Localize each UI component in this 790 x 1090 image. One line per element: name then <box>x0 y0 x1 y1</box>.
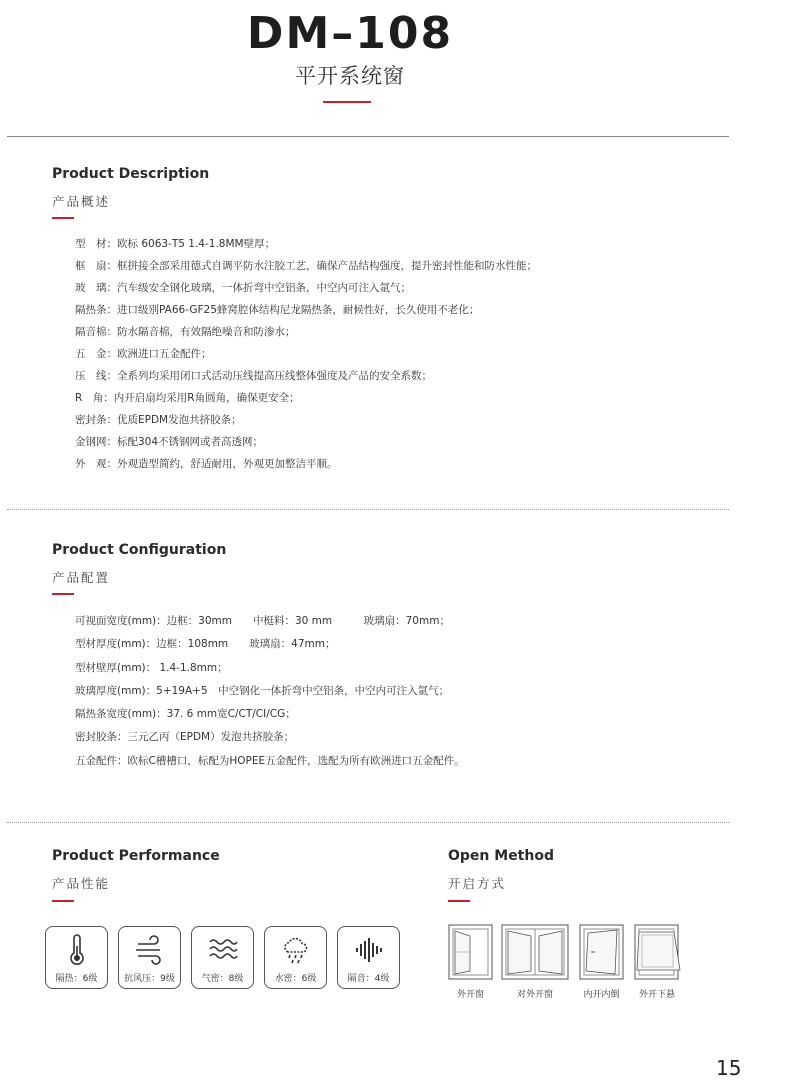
wind-icon <box>134 934 166 966</box>
description-title-cn: 产品概述 <box>52 194 111 209</box>
description-item: 玻 璃：汽车级安全钢化玻璃，一体折弯中空铝条，中空内可注入氩气； <box>75 282 411 294</box>
description-item: R 角：内开启扇均采用R角圆角，确保更安全； <box>75 392 300 404</box>
open-method-title-cn: 开启方式 <box>448 876 507 891</box>
configuration-item: 型材壁厚(mm)： 1.4-1.8mm； <box>75 661 228 674</box>
sound-wave-icon <box>353 934 385 966</box>
description-item: 外 观：外观造型简约，舒适耐用，外观更加整洁平顺。 <box>75 458 338 470</box>
performance-card <box>45 926 108 989</box>
configuration-item: 型材厚度(mm)：边框：108mm 玻璃扇：47mm； <box>75 638 336 651</box>
configuration-item: 五金配件：欧标C槽槽口，标配为HOPEE五金配件，选配为所有欧洲进口五金配件。 <box>75 754 465 767</box>
configuration-item: 玻璃厚度(mm)：5+19A+5 中空钢化一体折弯中空铝条，中空内可注入氩气； <box>75 684 450 697</box>
performance-card <box>337 926 400 989</box>
configuration-title-en: Product Configuration <box>52 542 227 558</box>
description-title-en: Product Description <box>52 166 210 182</box>
description-item: 型 材：欧标 6063-T5 1.4-1.8MM壁厚； <box>75 238 276 250</box>
performance-label: 水密：6级 <box>274 974 317 984</box>
description-accent-bar <box>52 217 74 219</box>
section-divider <box>7 822 729 823</box>
title-accent-bar <box>323 101 371 103</box>
configuration-item: 可视面宽度(mm)：边框：30mm 中梃料：30 mm 玻璃扇：70mm； <box>75 615 450 627</box>
configuration-item: 隔热条宽度(mm)：37. 6 mm宽C/CT/CI/CG； <box>75 708 296 721</box>
section-divider <box>7 509 729 510</box>
open-method-label: 内开内倒 <box>583 990 620 1000</box>
page-number: 15 <box>716 1056 742 1080</box>
open-method-label: 对外开窗 <box>516 990 553 1000</box>
configuration-title-cn: 产品配置 <box>52 570 111 585</box>
performance-label: 隔音：4级 <box>347 974 390 984</box>
description-item: 五 金：欧洲进口五金配件； <box>75 348 212 360</box>
open-method-title-en: Open Method <box>448 848 554 864</box>
thermometer-icon <box>61 934 93 966</box>
description-list <box>75 233 537 475</box>
configuration-item: 密封胶条：三元乙丙（EPDM）发泡共挤胶条； <box>75 731 295 744</box>
rain-cloud-icon <box>280 934 312 966</box>
configuration-accent-bar <box>52 593 74 595</box>
model-title: DM–108 <box>246 8 454 59</box>
performance-label: 抗风压：9级 <box>124 974 175 984</box>
product-subtitle: 平开系统窗 <box>295 64 405 88</box>
description-item: 金钢网：标配304不锈钢网或者高透网； <box>75 436 264 448</box>
top-hung-window-icon <box>634 924 682 980</box>
description-item: 密封条：优质EPDM发泡共挤胶条； <box>75 414 242 426</box>
performance-accent-bar <box>52 900 74 902</box>
header-divider <box>7 136 729 137</box>
performance-title-en: Product Performance <box>52 848 220 864</box>
double-outward-window-icon <box>501 924 569 980</box>
description-item: 压 线：全系列均采用闭口式活动压线提高压线整体强度及产品的安全系数； <box>75 370 432 382</box>
performance-card <box>118 926 181 989</box>
performance-title-cn: 产品性能 <box>52 876 111 891</box>
open-method-accent-bar <box>448 900 470 902</box>
performance-label: 气密：8级 <box>201 974 244 984</box>
tilt-turn-window-icon <box>579 924 624 980</box>
description-item: 隔热条：进口级别PA66-GF25蜂窝腔体结构尼龙隔热条，耐候性好，长久使用不老化； <box>75 304 480 316</box>
performance-card <box>264 926 327 989</box>
performance-label: 隔热：6级 <box>55 974 98 984</box>
waves-icon <box>207 934 239 966</box>
outward-casement-window-icon <box>448 924 493 980</box>
open-method-label: 外开窗 <box>456 990 484 1000</box>
configuration-list <box>75 610 465 773</box>
description-item: 隔音棉：防水隔音棉，有效隔绝噪音和防渗水； <box>75 326 296 338</box>
open-method-label: 外开下悬 <box>638 990 675 1000</box>
performance-card <box>191 926 254 989</box>
description-item: 框 扇：框拼接全部采用德式自调平防水注胶工艺，确保产品结构强度，提升密封性能和防水性能； <box>75 260 537 272</box>
